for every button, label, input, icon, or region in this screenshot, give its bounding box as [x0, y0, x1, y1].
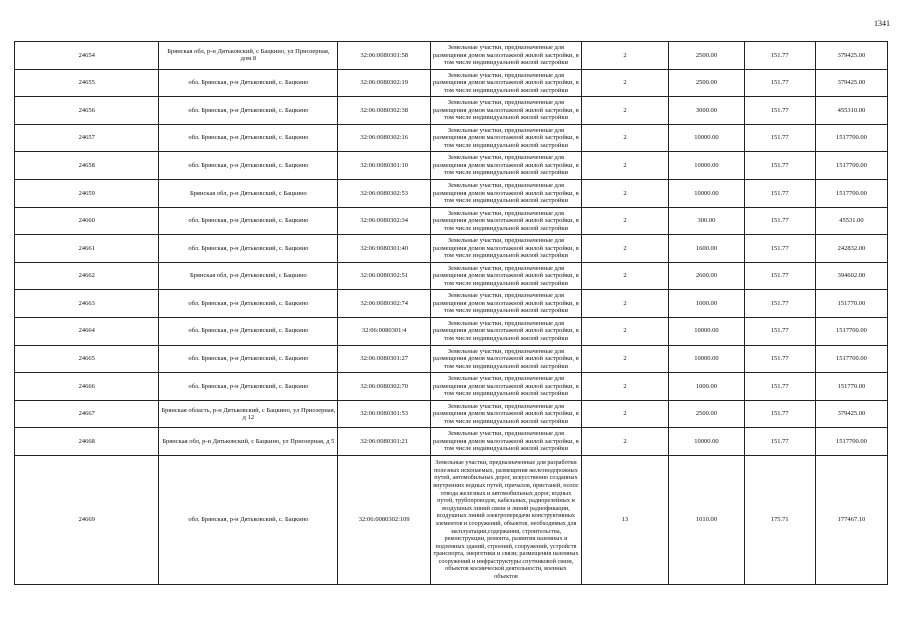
table-row	[15, 124, 888, 152]
table-row	[15, 373, 888, 401]
address-cell: Брянская обл, р-н Дятьковский, с Бацкино, ул Приозерная, дом 8	[159, 42, 338, 70]
cadastral-value-cell: 455310.00	[815, 97, 887, 125]
group-cell: 2	[581, 373, 668, 401]
row-number-cell: 24660	[15, 207, 159, 235]
land-use-purpose-cell: Земельные участки, предназначенные для размещения домов малоэтажной жилой застройки, в том числе индивидуальной жилой застройки	[431, 124, 582, 152]
land-use-purpose-cell: Земельные участки, предназначенные для размещения домов малоэтажной жилой застройки, в том числе индивидуальной жилой застройки	[431, 152, 582, 180]
cadastral-value-cell: 242832.00	[815, 235, 887, 263]
cadastral-value-cell: 151770.00	[815, 290, 887, 318]
table-row	[15, 235, 888, 263]
group-cell: 2	[581, 124, 668, 152]
specific-value-cell: 151.77	[744, 400, 815, 428]
land-use-purpose-cell: Земельные участки, предназначенные для размещения домов малоэтажной жилой застройки, в том числе индивидуальной жилой застройки	[431, 42, 582, 70]
page-number: 1341	[874, 19, 890, 28]
address-cell: обл. Брянская, р-н Дятьковский, с. Бацкино	[159, 124, 338, 152]
row-number-cell: 24663	[15, 290, 159, 318]
cadastral-number-cell: 32:06:0080302:38	[338, 97, 431, 125]
row-number-cell: 24665	[15, 345, 159, 373]
area-cell: 1010.00	[669, 455, 744, 584]
specific-value-cell: 151.77	[744, 317, 815, 345]
area-cell: 10000.00	[669, 345, 744, 373]
cadastral-value-cell: 1517700.00	[815, 152, 887, 180]
table-row	[15, 455, 888, 584]
address-cell: обл. Брянская, р-н Дятьковский, с. Бацкино	[159, 455, 338, 584]
address-cell: обл. Брянская, р-н Дятьковский, с. Бацкино	[159, 373, 338, 401]
row-number-cell: 24655	[15, 69, 159, 97]
table-body	[15, 42, 888, 585]
cadastral-value-cell: 151770.00	[815, 373, 887, 401]
cadastral-value-cell: 1517700.00	[815, 179, 887, 207]
cadastral-value-cell: 1517700.00	[815, 317, 887, 345]
row-number-cell: 24667	[15, 400, 159, 428]
group-cell: 13	[581, 455, 668, 584]
group-cell: 2	[581, 262, 668, 290]
cadastral-number-cell: 32:06:0080302:51	[338, 262, 431, 290]
cadastral-value-cell: 1517700.00	[815, 428, 887, 456]
group-cell: 2	[581, 69, 668, 97]
area-cell: 300.00	[669, 207, 744, 235]
address-cell: обл. Брянская, р-н Дятьковский, с. Бацкино	[159, 207, 338, 235]
address-cell: обл. Брянская, р-н Дятьковский, с. Бацкино	[159, 345, 338, 373]
area-cell: 3000.00	[669, 97, 744, 125]
row-number-cell: 24662	[15, 262, 159, 290]
area-cell: 1600.00	[669, 235, 744, 263]
area-cell: 2500.00	[669, 69, 744, 97]
cadastral-number-cell: 32:06:0080301:21	[338, 428, 431, 456]
table-row	[15, 42, 888, 70]
group-cell: 2	[581, 235, 668, 263]
address-cell: обл. Брянская, р-н Дятьковский, с. Бацкино	[159, 152, 338, 180]
cadastral-number-cell: 32:06:0080302:19	[338, 69, 431, 97]
table-row	[15, 428, 888, 456]
cadastral-value-cell: 45531.00	[815, 207, 887, 235]
address-cell: обл. Брянская, р-н Дятьковский, с. Бацкино	[159, 290, 338, 318]
cadastral-number-cell: 32:06:0080302:74	[338, 290, 431, 318]
specific-value-cell: 151.77	[744, 179, 815, 207]
specific-value-cell: 151.77	[744, 262, 815, 290]
table-row	[15, 179, 888, 207]
row-number-cell: 24654	[15, 42, 159, 70]
area-cell: 10000.00	[669, 317, 744, 345]
area-cell: 10000.00	[669, 152, 744, 180]
specific-value-cell: 151.77	[744, 290, 815, 318]
land-use-purpose-cell: Земельные участки, предназначенные для размещения домов малоэтажной жилой застройки, в том числе индивидуальной жилой застройки	[431, 179, 582, 207]
specific-value-cell: 151.77	[744, 69, 815, 97]
group-cell: 2	[581, 400, 668, 428]
table-row	[15, 317, 888, 345]
land-use-purpose-cell: Земельные участки, предназначенные для размещения домов малоэтажной жилой застройки, в том числе индивидуальной жилой застройки	[431, 345, 582, 373]
specific-value-cell: 151.77	[744, 152, 815, 180]
cadastral-value-cell: 177467.10	[815, 455, 887, 584]
specific-value-cell: 151.77	[744, 428, 815, 456]
land-use-purpose-cell: Земельные участки, предназначенные для разработки полезных ископаемых, размещения железнодорожных путей, автомобильных дорог, искусственно созданных внутренних водных путей, причалов, пристаней, полос отвода железных и автомобильных дорог, водных путей, трубопроводов, кабельных, радиорелейных и воздушных линий связи и линий радиофикации, воздушных линий электропередачи конструктивных элементов и сооружений, объектов, необходимых для эксплуатации,содержания, строительства, реконструкции, ремонта, развития наземных и подземных зданий, строений, сооружений, устройств транспорта, энергетики и связи; размещения наземных сооружений и инфраструктуры спутниковой связи, объектов космической деятельности, военных объектов	[431, 455, 582, 584]
specific-value-cell: 151.77	[744, 345, 815, 373]
group-cell: 2	[581, 290, 668, 318]
specific-value-cell: 175.71	[744, 455, 815, 584]
land-use-purpose-cell: Земельные участки, предназначенные для размещения домов малоэтажной жилой застройки, в том числе индивидуальной жилой застройки	[431, 290, 582, 318]
table-row	[15, 152, 888, 180]
group-cell: 2	[581, 428, 668, 456]
group-cell: 2	[581, 42, 668, 70]
cadastral-number-cell: 32:06:0080302:16	[338, 124, 431, 152]
land-use-purpose-cell: Земельные участки, предназначенные для размещения домов малоэтажной жилой застройки, в том числе индивидуальной жилой застройки	[431, 262, 582, 290]
cadastral-value-cell: 1517700.00	[815, 345, 887, 373]
row-number-cell: 24657	[15, 124, 159, 152]
area-cell: 1000.00	[669, 373, 744, 401]
land-use-purpose-cell: Земельные участки, предназначенные для размещения домов малоэтажной жилой застройки, в том числе индивидуальной жилой застройки	[431, 400, 582, 428]
specific-value-cell: 151.77	[744, 235, 815, 263]
row-number-cell: 24659	[15, 179, 159, 207]
cadastral-number-cell: 32:06:0080301:40	[338, 235, 431, 263]
area-cell: 10000.00	[669, 179, 744, 207]
cadastral-value-table	[14, 41, 888, 585]
row-number-cell: 24661	[15, 235, 159, 263]
cadastral-value-cell: 379425.00	[815, 69, 887, 97]
specific-value-cell: 151.77	[744, 373, 815, 401]
cadastral-value-cell: 394602.00	[815, 262, 887, 290]
table-row	[15, 69, 888, 97]
area-cell: 2500.00	[669, 400, 744, 428]
specific-value-cell: 151.77	[744, 97, 815, 125]
area-cell: 1000.00	[669, 290, 744, 318]
cadastral-number-cell: 32:06:0080301:4	[338, 317, 431, 345]
land-use-purpose-cell: Земельные участки, предназначенные для размещения домов малоэтажной жилой застройки, в том числе индивидуальной жилой застройки	[431, 317, 582, 345]
row-number-cell: 24664	[15, 317, 159, 345]
address-cell: обл. Брянская, р-н Дятьковский, с. Бацкино	[159, 235, 338, 263]
address-cell: Брянская область, р-н Дятьковский, с Бацкино, ул Приозерная, д 12	[159, 400, 338, 428]
cadastral-value-cell: 379425.00	[815, 400, 887, 428]
land-use-purpose-cell: Земельные участки, предназначенные для размещения домов малоэтажной жилой застройки, в том числе индивидуальной жилой застройки	[431, 373, 582, 401]
group-cell: 2	[581, 345, 668, 373]
land-use-purpose-cell: Земельные участки, предназначенные для размещения домов малоэтажной жилой застройки, в том числе индивидуальной жилой застройки	[431, 428, 582, 456]
table-row	[15, 97, 888, 125]
area-cell: 2500.00	[669, 42, 744, 70]
area-cell: 10000.00	[669, 124, 744, 152]
row-number-cell: 24668	[15, 428, 159, 456]
row-number-cell: 24666	[15, 373, 159, 401]
group-cell: 2	[581, 207, 668, 235]
address-cell: Брянская обл, р-н Дятьковский, с Бацкино	[159, 179, 338, 207]
land-use-purpose-cell: Земельные участки, предназначенные для размещения домов малоэтажной жилой застройки, в том числе индивидуальной жилой застройки	[431, 207, 582, 235]
cadastral-number-cell: 32:06:0080301:27	[338, 345, 431, 373]
land-use-purpose-cell: Земельные участки, предназначенные для размещения домов малоэтажной жилой застройки, в том числе индивидуальной жилой застройки	[431, 69, 582, 97]
table-row	[15, 400, 888, 428]
cadastral-number-cell: 32:06:0080301:10	[338, 152, 431, 180]
land-use-purpose-cell: Земельные участки, предназначенные для размещения домов малоэтажной жилой застройки, в том числе индивидуальной жилой застройки	[431, 235, 582, 263]
cadastral-value-cell: 1517700.00	[815, 124, 887, 152]
land-use-purpose-cell: Земельные участки, предназначенные для размещения домов малоэтажной жилой застройки, в том числе индивидуальной жилой застройки	[431, 97, 582, 125]
address-cell: обл. Брянская, р-н Дятьковский, с. Бацкино	[159, 97, 338, 125]
group-cell: 2	[581, 179, 668, 207]
specific-value-cell: 151.77	[744, 124, 815, 152]
table-row	[15, 345, 888, 373]
address-cell: обл. Брянская, р-н Дятьковский, с. Бацкино	[159, 317, 338, 345]
row-number-cell: 24658	[15, 152, 159, 180]
area-cell: 10000.00	[669, 428, 744, 456]
group-cell: 2	[581, 97, 668, 125]
specific-value-cell: 151.77	[744, 207, 815, 235]
cadastral-number-cell: 32:06:0080302:109	[338, 455, 431, 584]
row-number-cell: 24669	[15, 455, 159, 584]
cadastral-number-cell: 32:06:0080302:53	[338, 179, 431, 207]
group-cell: 2	[581, 317, 668, 345]
cadastral-number-cell: 32:06:0080302:34	[338, 207, 431, 235]
group-cell: 2	[581, 152, 668, 180]
address-cell: обл. Брянская, р-н Дятьковский, с. Бацкино	[159, 69, 338, 97]
cadastral-number-cell: 32:06:0080301:58	[338, 42, 431, 70]
table-row	[15, 290, 888, 318]
table-row	[15, 262, 888, 290]
cadastral-number-cell: 32:06:0080302:70	[338, 373, 431, 401]
specific-value-cell: 151.77	[744, 42, 815, 70]
address-cell: Брянская обл, р-н Дятьковский, с Бацкино, ул Приозерная, д 5	[159, 428, 338, 456]
area-cell: 2600.00	[669, 262, 744, 290]
cadastral-value-cell: 379425.00	[815, 42, 887, 70]
row-number-cell: 24656	[15, 97, 159, 125]
address-cell: Брянская обл, р-н Дятьковский, с Бацкино	[159, 262, 338, 290]
table-row	[15, 207, 888, 235]
cadastral-number-cell: 32:06:0080301:53	[338, 400, 431, 428]
